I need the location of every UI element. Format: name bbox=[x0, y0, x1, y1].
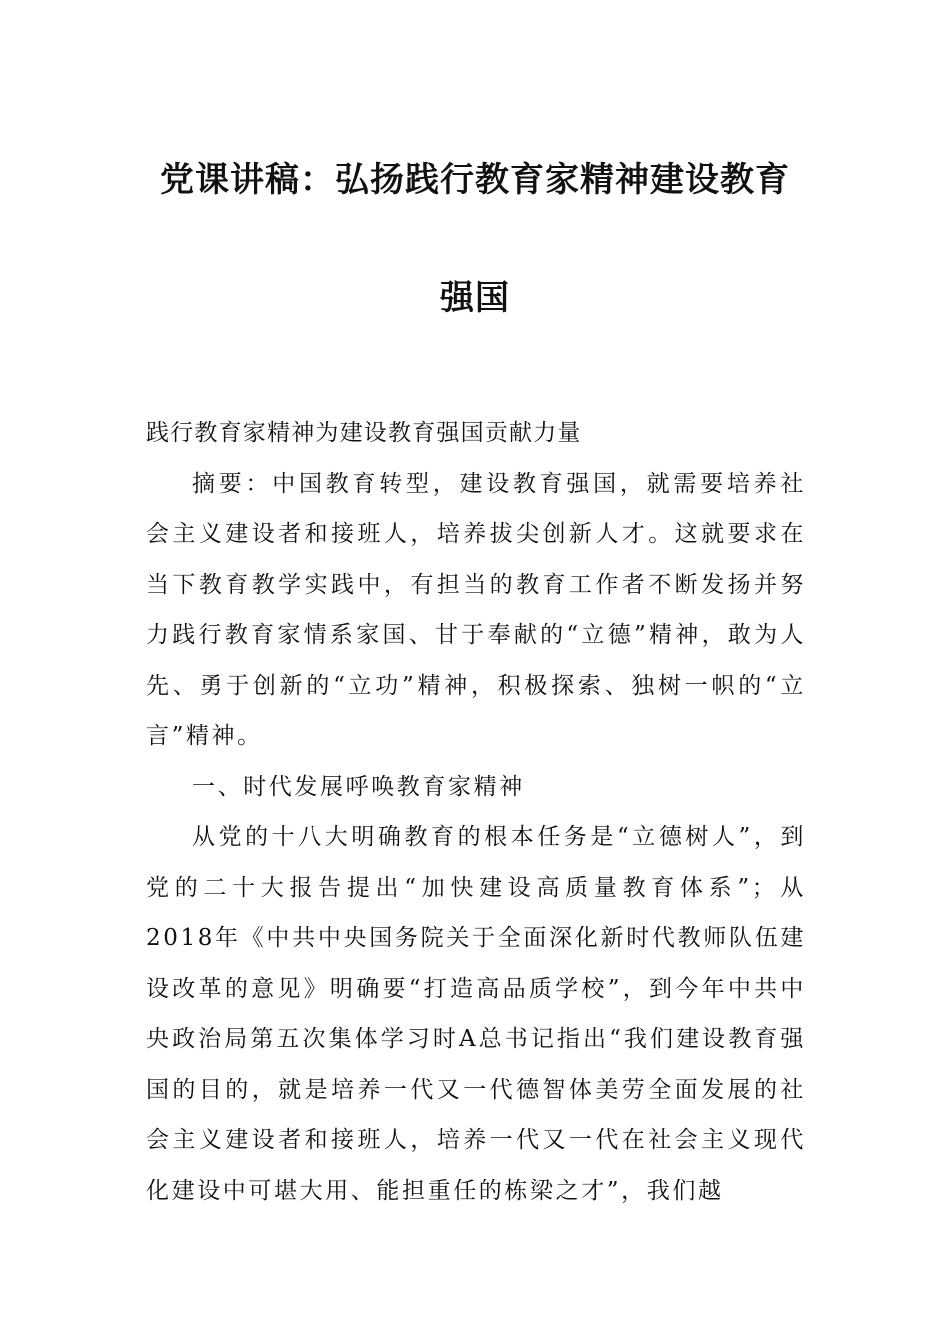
document-body bbox=[146, 408, 806, 1216]
document-subheading: 践行教育家精神为建设教育强国贡献力量 bbox=[146, 420, 582, 446]
section-heading: 一、时代发展呼唤教育家精神 bbox=[192, 773, 525, 800]
document-title-line-1: 党课讲稿：弘扬践行教育家精神建设教育 bbox=[160, 160, 790, 200]
document-title-line-2: 强国 bbox=[440, 278, 510, 318]
body-paragraph: 从党的十八大明确教育的根本任务是“立德树人”，到党的二十大报告提出“加快建设高质量教育体系”；从2018年《中共中央国务院关于全面深化新时代教师队伍建设改革的意见》明确要“打造高品质学校”，到今年中共中央政治局第五次集体学习时A总书记指出“我们建设教育强国的目的，就是培养一代又一代德智体美劳全面发展的社会主义建设者和接班人，培养一代又一代在社会主义现代化建设中可堪大用、能担重任的栋梁之才”，我们越 bbox=[146, 824, 806, 1204]
abstract-paragraph: 摘要：中国教育转型，建设教育强国，就需要培养社会主义建设者和接班人，培养拔尖创新人才。这就要求在当下教育教学实践中，有担当的教育工作者不断发扬并努力践行教育家情系家国、甘于奉献的“立德”精神，敢为人先、勇于创新的“立功”精神，积极探索、独树一帜的“立言”精神。 bbox=[146, 470, 806, 749]
